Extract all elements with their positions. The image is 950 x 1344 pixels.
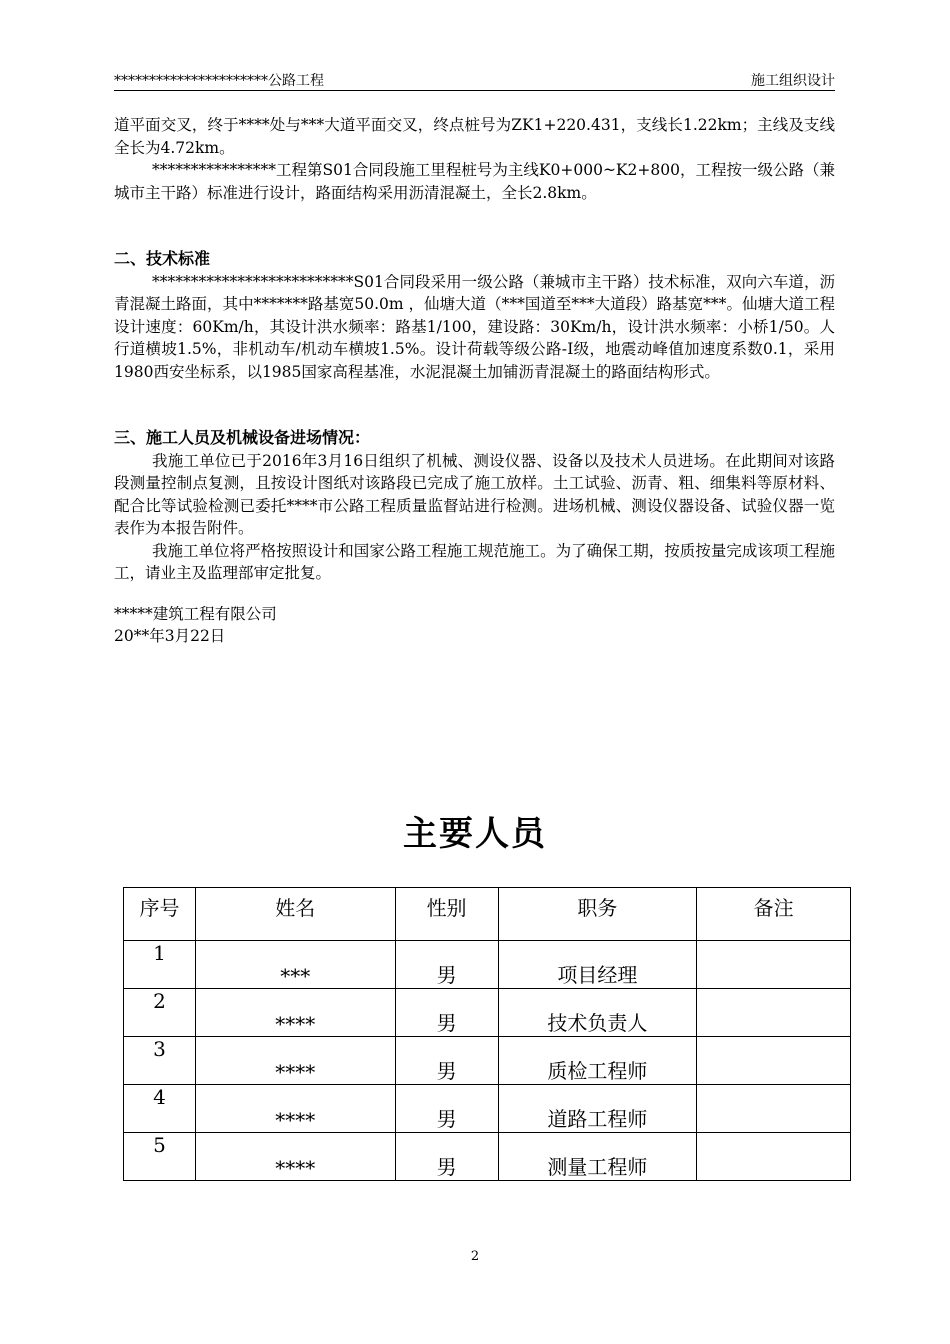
table-row (124, 941, 851, 989)
cell-role: 项目经理 (498, 941, 697, 989)
cell-gender: 男 (395, 1133, 498, 1181)
header-gender: 性别 (395, 888, 498, 941)
cell-note (697, 1085, 851, 1133)
cell-note (697, 1037, 851, 1085)
cell-name: **** (195, 1085, 395, 1133)
header-project-name: **********************公路工程 (114, 73, 324, 89)
page-number: 2 (470, 1249, 480, 1264)
cell-no: 1 (124, 941, 196, 989)
section-2-heading: 二、技术标准 (114, 249, 211, 268)
cell-gender: 男 (395, 1037, 498, 1085)
cell-name: **** (195, 989, 395, 1037)
header-note: 备注 (697, 888, 851, 941)
cell-note (697, 989, 851, 1037)
cell-note (697, 941, 851, 989)
cell-no: 4 (124, 1085, 196, 1133)
document-body (114, 114, 835, 648)
table-row (124, 989, 851, 1037)
header-name: 姓名 (195, 888, 395, 941)
cell-name: **** (195, 1133, 395, 1181)
cell-role: 质检工程师 (498, 1037, 697, 1085)
signature-date: 20**年3月22日 (114, 627, 226, 645)
intro-paragraph-2: ****************工程第S01合同段施工里程桩号为主线K0+000~K2+800，工程按一级公路（兼城市主干路）标准进行设计，路面结构采用沥清混凝土，全长2.8km。 (114, 161, 835, 202)
cell-role: 测量工程师 (498, 1133, 697, 1181)
cell-gender: 男 (395, 1085, 498, 1133)
cell-no: 3 (124, 1037, 196, 1085)
section-3-heading: 三、施工人员及机械设备进场情况： (114, 428, 371, 447)
section-2-paragraph: **************************S01合同段采用一级公路（兼城市主干路）技术标准，双向六车道，沥青混凝土路面，其中*******路基宽50.0m ，仙塘大道（***国道至***大道段）路基宽***。仙塘大道工程设计速度：60Km/h，其设计洪水频率：路基1/100，建设路：30Km/h，设计洪水频率：小桥1/50。人行道横坡1.5%，非机动车/机动车横坡1.5%。设计荷载等级公路-Ⅰ级，地震动峰值加速度系数0.1，采用1980西安坐标系，以1985国家高程基准，水泥混凝土加铺沥青混凝土的路面结构形式。 (114, 272, 835, 381)
intro-paragraph-1: 道平面交叉，终于****处与***大道平面交叉，终点桩号为ZK1+220.431，支线长1.22km；主线及支线全长为4.72km。 (114, 116, 835, 157)
table-row (124, 1085, 851, 1133)
header-document-type: 施工组织设计 (751, 73, 835, 89)
cell-role: 技术负责人 (498, 989, 697, 1037)
cell-role: 道路工程师 (498, 1085, 697, 1133)
cell-no: 5 (124, 1133, 196, 1181)
table-row (124, 1037, 851, 1085)
table-row (124, 1133, 851, 1181)
section-3-paragraph-1: 我施工单位已于2016年3月16日组织了机械、测设仪器、设备以及技术人员进场。在此期间对该路段测量控制点复测，且按设计图纸对该路段已完成了施工放样。土工试验、沥青、粗、细集料等原材料、配合比等试验检测已委托****市公路工程质量监督站进行检测。进场机械、测设仪器设备、试验仪器一览表作为本报告附件。 (114, 451, 835, 537)
cell-no: 2 (124, 989, 196, 1037)
signature-company: *****建筑工程有限公司 (114, 604, 277, 623)
table-header-row (124, 888, 851, 941)
cell-gender: 男 (395, 989, 498, 1037)
header-no: 序号 (124, 888, 196, 941)
header-role: 职务 (498, 888, 697, 941)
cell-gender: 男 (395, 941, 498, 989)
cell-name: *** (195, 941, 395, 989)
cell-name: **** (195, 1037, 395, 1085)
cell-note (697, 1133, 851, 1181)
staff-title: 主要人员 (403, 814, 547, 854)
section-3-paragraph-2: 我施工单位将严格按照设计和国家公路工程施工规范施工。为了确保工期，按质按量完成该项工程施工，请业主及监理部审定批复。 (114, 541, 835, 582)
page-header (114, 68, 835, 91)
staff-table (123, 887, 851, 1181)
